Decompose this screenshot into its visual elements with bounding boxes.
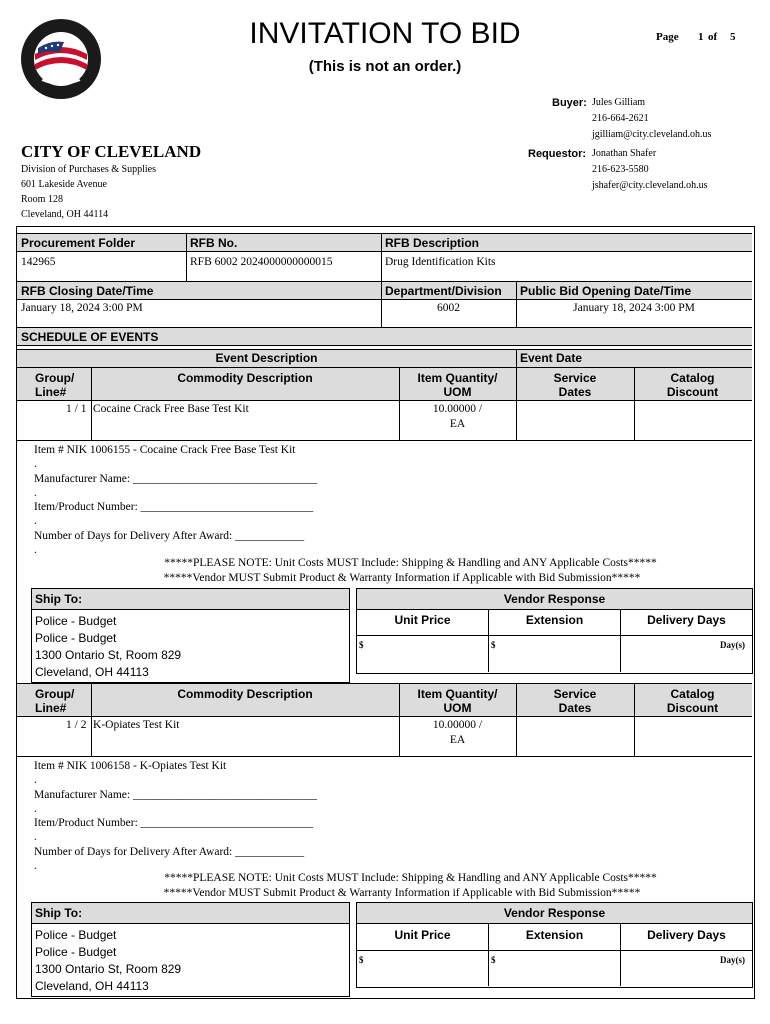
item2-delivery-days-label: Delivery Days — [647, 928, 726, 942]
item1-line: 1 / 1 — [66, 403, 87, 415]
item2-extension-label: Extension — [525, 928, 584, 942]
page-of: of — [708, 31, 718, 43]
service-dates-header: Service Dates — [553, 687, 597, 715]
department-value: 6002 — [437, 302, 460, 314]
org-room: Room 128 — [21, 194, 63, 205]
org-street: 601 Lakeside Avenue — [21, 179, 107, 190]
buyer-phone: 216-664-2621 — [592, 113, 649, 124]
page-label: Page — [656, 31, 679, 43]
closing-date-label: RFB Closing Date/Time — [21, 284, 154, 298]
item2-ship-to-label: Ship To: — [35, 906, 83, 920]
item1-commodity: Cocaine Crack Free Base Test Kit — [93, 403, 249, 415]
item2-product-number: Item/Product Number: ______________________________ — [34, 817, 314, 829]
item1-dot-2: . — [34, 487, 37, 499]
closing-date-value: January 18, 2024 3:00 PM — [21, 302, 143, 314]
procurement-folder-value: 142965 — [21, 256, 56, 268]
item2-line: 1 / 2 — [66, 719, 87, 731]
item1-dot-3: . — [34, 515, 37, 527]
org-division: Division of Purchases & Supplies — [21, 164, 156, 175]
item1-product-number: Item/Product Number: ______________________________ — [34, 501, 314, 513]
item2-dot-4: . — [34, 860, 37, 872]
item2-delivery-days-input[interactable]: Day(s) — [720, 955, 745, 965]
requestor-name: Jonathan Shafer — [592, 148, 657, 159]
item2-note-costs: *****PLEASE NOTE: Unit Costs MUST Include: Shipping & Handling and ANY Applicable Costs***** — [164, 872, 657, 884]
bid-opening-value: January 18, 2024 3:00 PM — [573, 302, 695, 314]
item1-extension-label: Extension — [525, 613, 584, 627]
buyer-info — [592, 95, 711, 143]
group-line-header: Group/ Line# — [35, 687, 75, 715]
item1-delivery-days-label: Delivery Days — [647, 613, 726, 627]
item2-dot-2: . — [34, 803, 37, 815]
item1-dot-4: . — [34, 544, 37, 556]
item2-unit-price-label: Unit Price — [394, 928, 451, 942]
item1-unit-price-label: Unit Price — [394, 613, 451, 627]
rfb-description-value: Drug Identification Kits — [385, 256, 496, 268]
item2-commodity: K-Opiates Test Kit — [93, 719, 180, 731]
item1-dot-1: . — [34, 458, 37, 470]
item1-vendor-response-label: Vendor Response — [503, 592, 606, 606]
item2-uom: EA — [449, 734, 466, 746]
service-dates-header: Service Dates — [553, 371, 597, 399]
item2-unit-price-input[interactable]: $ — [359, 955, 364, 965]
bid-opening-label: Public Bid Opening Date/Time — [520, 284, 692, 298]
procurement-folder-label: Procurement Folder — [21, 236, 136, 250]
group-line-header: Group/ Line# — [35, 371, 75, 399]
requestor-info — [592, 146, 707, 194]
item-quantity-header: Item Quantity/ UOM — [417, 371, 498, 399]
rfb-no-value: RFB 6002 2024000000000015 — [190, 256, 333, 268]
event-description-label: Event Description — [215, 351, 318, 365]
item2-manufacturer: Manufacturer Name: ________________________________ — [34, 789, 317, 801]
item1-delivery-days: Number of Days for Delivery After Award: ____________ — [34, 530, 305, 542]
page-title: INVITATION TO BID — [249, 17, 521, 50]
item2-extension-input[interactable]: $ — [491, 955, 496, 965]
commodity-description-header: Commodity Description — [177, 687, 313, 701]
buyer-label: Buyer: — [552, 97, 587, 109]
catalog-discount-header: Catalog Discount — [666, 371, 719, 399]
item1-note-warranty: *****Vendor MUST Submit Product & Warranty Information if Applicable with Bid Submission***** — [163, 572, 641, 584]
item1-ship-to-label: Ship To: — [35, 592, 83, 606]
page-total: 5 — [730, 31, 736, 43]
item2-vendor-response-label: Vendor Response — [503, 906, 606, 920]
item1-unit-price-input[interactable]: $ — [359, 640, 364, 650]
schedule-of-events-label: SCHEDULE OF EVENTS — [21, 330, 159, 344]
org-name: CITY OF CLEVELAND — [21, 142, 202, 161]
org-city: Cleveland, OH 44114 — [21, 209, 109, 220]
event-date-label: Event Date — [520, 351, 583, 365]
item1-ship-to-address: Police - Budget Police - Budget 1300 Ontario St, Room 829 Cleveland, OH 44113 — [35, 614, 182, 679]
item1-note-costs: *****PLEASE NOTE: Unit Costs MUST Include: Shipping & Handling and ANY Applicable Costs***** — [164, 557, 657, 569]
requestor-phone: 216-623-5580 — [592, 164, 649, 175]
rfb-no-label: RFB No. — [190, 236, 238, 250]
item1-uom: EA — [449, 418, 466, 430]
rfb-description-label: RFB Description — [385, 236, 480, 250]
catalog-discount-header: Catalog Discount — [666, 687, 719, 715]
buyer-name: Jules Gilliam — [592, 97, 646, 108]
item1-delivery-days-input[interactable]: Day(s) — [720, 640, 745, 650]
item1-extension-input[interactable]: $ — [491, 640, 496, 650]
commodity-description-header: Commodity Description — [177, 371, 313, 385]
requestor-email[interactable]: jshafer@city.cleveland.oh.us — [592, 180, 708, 191]
item2-delivery-days: Number of Days for Delivery After Award: ____________ — [34, 846, 305, 858]
page-number: 1 — [698, 31, 704, 43]
item1-manufacturer: Manufacturer Name: ________________________________ — [34, 473, 317, 485]
item1-quantity: 10.00000 / — [432, 403, 483, 415]
item2-item-number: Item # NIK 1006158 - K-Opiates Test Kit — [34, 760, 227, 772]
page-subtitle: (This is not an order.) — [308, 58, 462, 75]
department-label: Department/Division — [385, 284, 502, 298]
item2-ship-to-address: Police - Budget Police - Budget 1300 Ontario St, Room 829 Cleveland, OH 44113 — [35, 928, 182, 993]
organization-block — [21, 142, 201, 222]
item2-quantity: 10.00000 / — [432, 719, 483, 731]
item2-dot-1: . — [34, 774, 37, 786]
item2-dot-3: . — [34, 831, 37, 843]
requestor-label: Requestor: — [528, 148, 587, 160]
item1-item-number: Item # NIK 1006155 - Cocaine Crack Free Base Test Kit — [34, 444, 296, 456]
item2-note-warranty: *****Vendor MUST Submit Product & Warranty Information if Applicable with Bid Submission***** — [163, 887, 641, 899]
item-quantity-header: Item Quantity/ UOM — [417, 687, 498, 715]
buyer-email[interactable]: jgilliam@city.cleveland.oh.us — [592, 129, 712, 140]
